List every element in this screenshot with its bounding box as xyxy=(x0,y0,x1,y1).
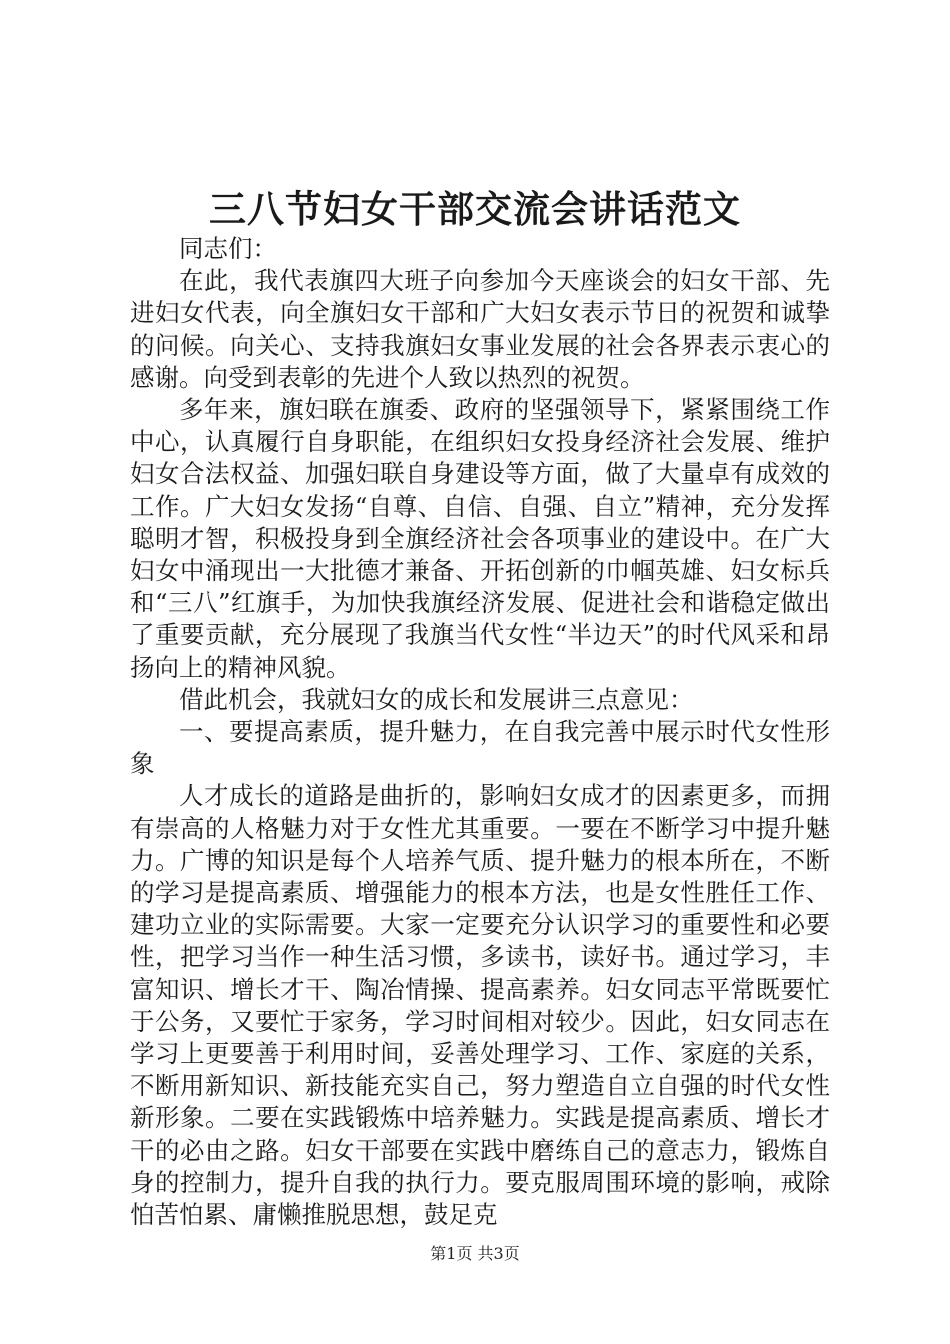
body-paragraph: 在此，我代表旗四大班子向参加今天座谈会的妇女干部、先进妇女代表，向全旗妇女干部和广大妇女表示节日的祝贺和诚挚的问候。向关心、支持我旗妇女事业发展的社会各界表示衷心的感谢。向受到表彰的先进个人致以热烈的祝贺。 xyxy=(130,266,830,392)
body-paragraph: 多年来，旗妇联在旗委、政府的坚强领导下，紧紧围绕工作中心，认真履行自身职能，在组织妇女投身经济社会发展、维护妇女合法权益、加强妇联自身建设等方面，做了大量卓有成效的工作。广大妇女发扬“自尊、自信、自强、自立”精神，充分发挥聪明才智，积极投身到全旗经济社会各项事业的建设中。在广大妇女中涌现出一大批德才兼备、开拓创新的巾帼英雄、妇女标兵和“三八”红旗手，为加快我旗经济发展、促进社会和谐稳定做出了重要贡献，充分展现了我旗当代女性“半边天”的时代风采和昂扬向上的精神风貌。 xyxy=(130,395,830,682)
document-body xyxy=(130,233,830,1231)
salutation-paragraph: 同志们： xyxy=(179,234,277,263)
body-paragraph: 借此机会，我就妇女的成长和发展讲三点意见： xyxy=(179,684,694,714)
body-paragraph: 人才成长的道路是曲折的，影响妇女成才的因素更多，而拥有崇高的人格魅力对于女性尤其重要。一要在不断学习中提升魅力。广博的知识是每个人培养气质、提升魅力的根本所在，不断的学习是提高素质、增强能力的根本方法，也是女性胜任工作、建功立业的实际需要。大家一定要充分认识学习的重要性和必要性，把学习当作一种生活习惯，多读书，读好书。通过学习，丰富知识、增长才干、陶冶情操、提高素养。妇女同志平常既要忙于公务，又要忙于家务，学习时间相对较少。因此，妇女同志在学习上更要善于利用时间，妥善处理学习、工作、家庭的关系，不断用新知识、新技能充实自己，努力塑造自立自强的时代女性新形象。二要在实践锻炼中培养魅力。实践是提高素质、增长才干的必由之路。妇女干部要在实践中磨练自己的意志力，锻炼自身的控制力，提升自我的执行力。要克服周围环境的影响，戒除怕苦怕累、庸懒推脱思想，鼓足克 xyxy=(130,781,830,1230)
document-title: 三八节妇女干部交流会讲话范文 xyxy=(209,187,741,231)
page-footer: 第1页 共3页 xyxy=(430,1244,520,1263)
section-heading: 一、要提高素质，提升魅力，在自我完善中展示时代女性形象 xyxy=(130,717,830,779)
